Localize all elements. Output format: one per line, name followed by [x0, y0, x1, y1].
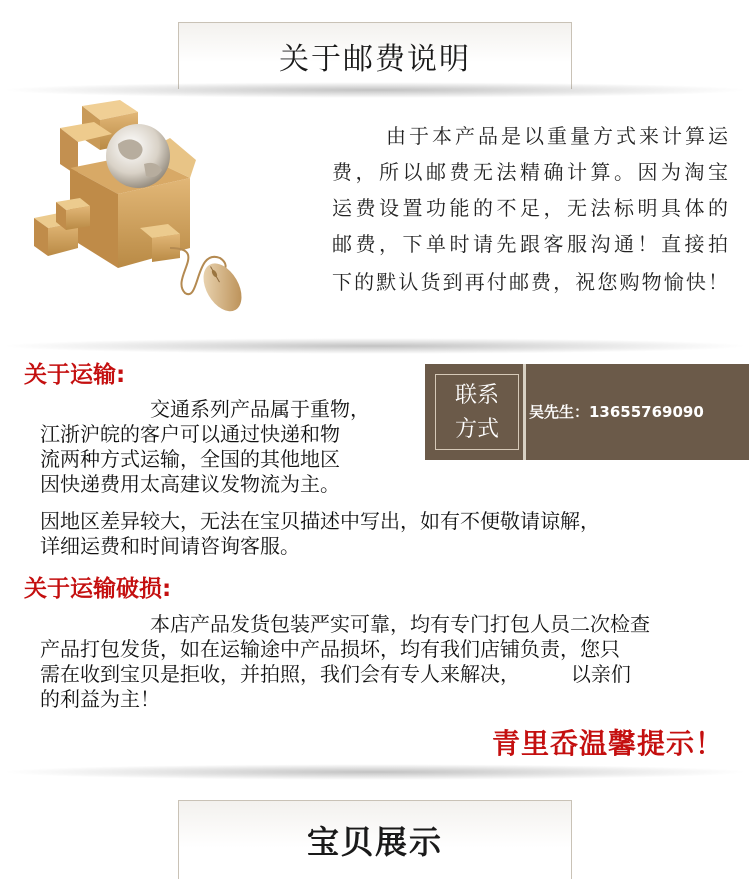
intro-line: 费，所以邮费无法精确计算。因为淘宝 [332, 160, 728, 184]
transport-line: 详细运费和时间请咨询客服。 [40, 534, 300, 558]
header-divider [0, 82, 750, 98]
transport-heading: 关于运输: [24, 362, 126, 388]
contact-label-line: 联系 [454, 383, 499, 408]
shipping-header-title: 关于邮费说明 [279, 42, 471, 77]
intro-line: 运费设置功能的不足，无法标明具体的 [332, 196, 728, 220]
damage-line: 产品打包发货，如在运输途中产品损坏，均有我们店铺负责，您只 [40, 637, 620, 661]
product-header [178, 800, 572, 879]
intro-line: 由于本产品是以重量方式来计算运 [386, 124, 728, 148]
contact-phone: 吴先生：13655769090 [529, 403, 704, 421]
product-header-title: 宝贝展示 [306, 823, 443, 861]
contact-divider [523, 364, 526, 460]
transport-line: 交通系列产品属于重物， [150, 397, 370, 421]
transport-line: 因快递费用太高建议发物流为主。 [40, 472, 340, 496]
intro-line: 下的默认货到再付邮费，祝您购物愉快！ [332, 270, 728, 294]
shipping-header [178, 22, 572, 89]
section-divider [0, 338, 750, 354]
transport-line: 因地区差异较大，无法在宝贝描述中写出，如有不便敬请谅解， [40, 509, 600, 533]
contact-panel [425, 364, 749, 460]
damage-line: 需在收到宝贝是拒收，并拍照，我们会有专人来解决， 以亲们 [40, 662, 631, 686]
damage-line: 本店产品发货包装严实可靠，均有专门打包人员二次检查 [150, 612, 650, 636]
intro-line: 邮费，下单时请先跟客服沟通！直接拍 [332, 232, 728, 256]
contact-label-line: 方式 [454, 417, 499, 442]
contact-label [435, 374, 519, 450]
warm-tip: 青里岙温馨提示！ [491, 727, 724, 760]
transport-line: 流两种方式运输，全国的其他地区 [40, 447, 340, 471]
damage-heading: 关于运输破损: [24, 576, 172, 602]
section-divider [0, 764, 750, 780]
transport-line: 江浙沪皖的客户可以通过快递和物 [40, 422, 340, 446]
globe-boxes-mouse-illustration [20, 98, 320, 318]
damage-line: 的利益为主！ [40, 687, 160, 711]
